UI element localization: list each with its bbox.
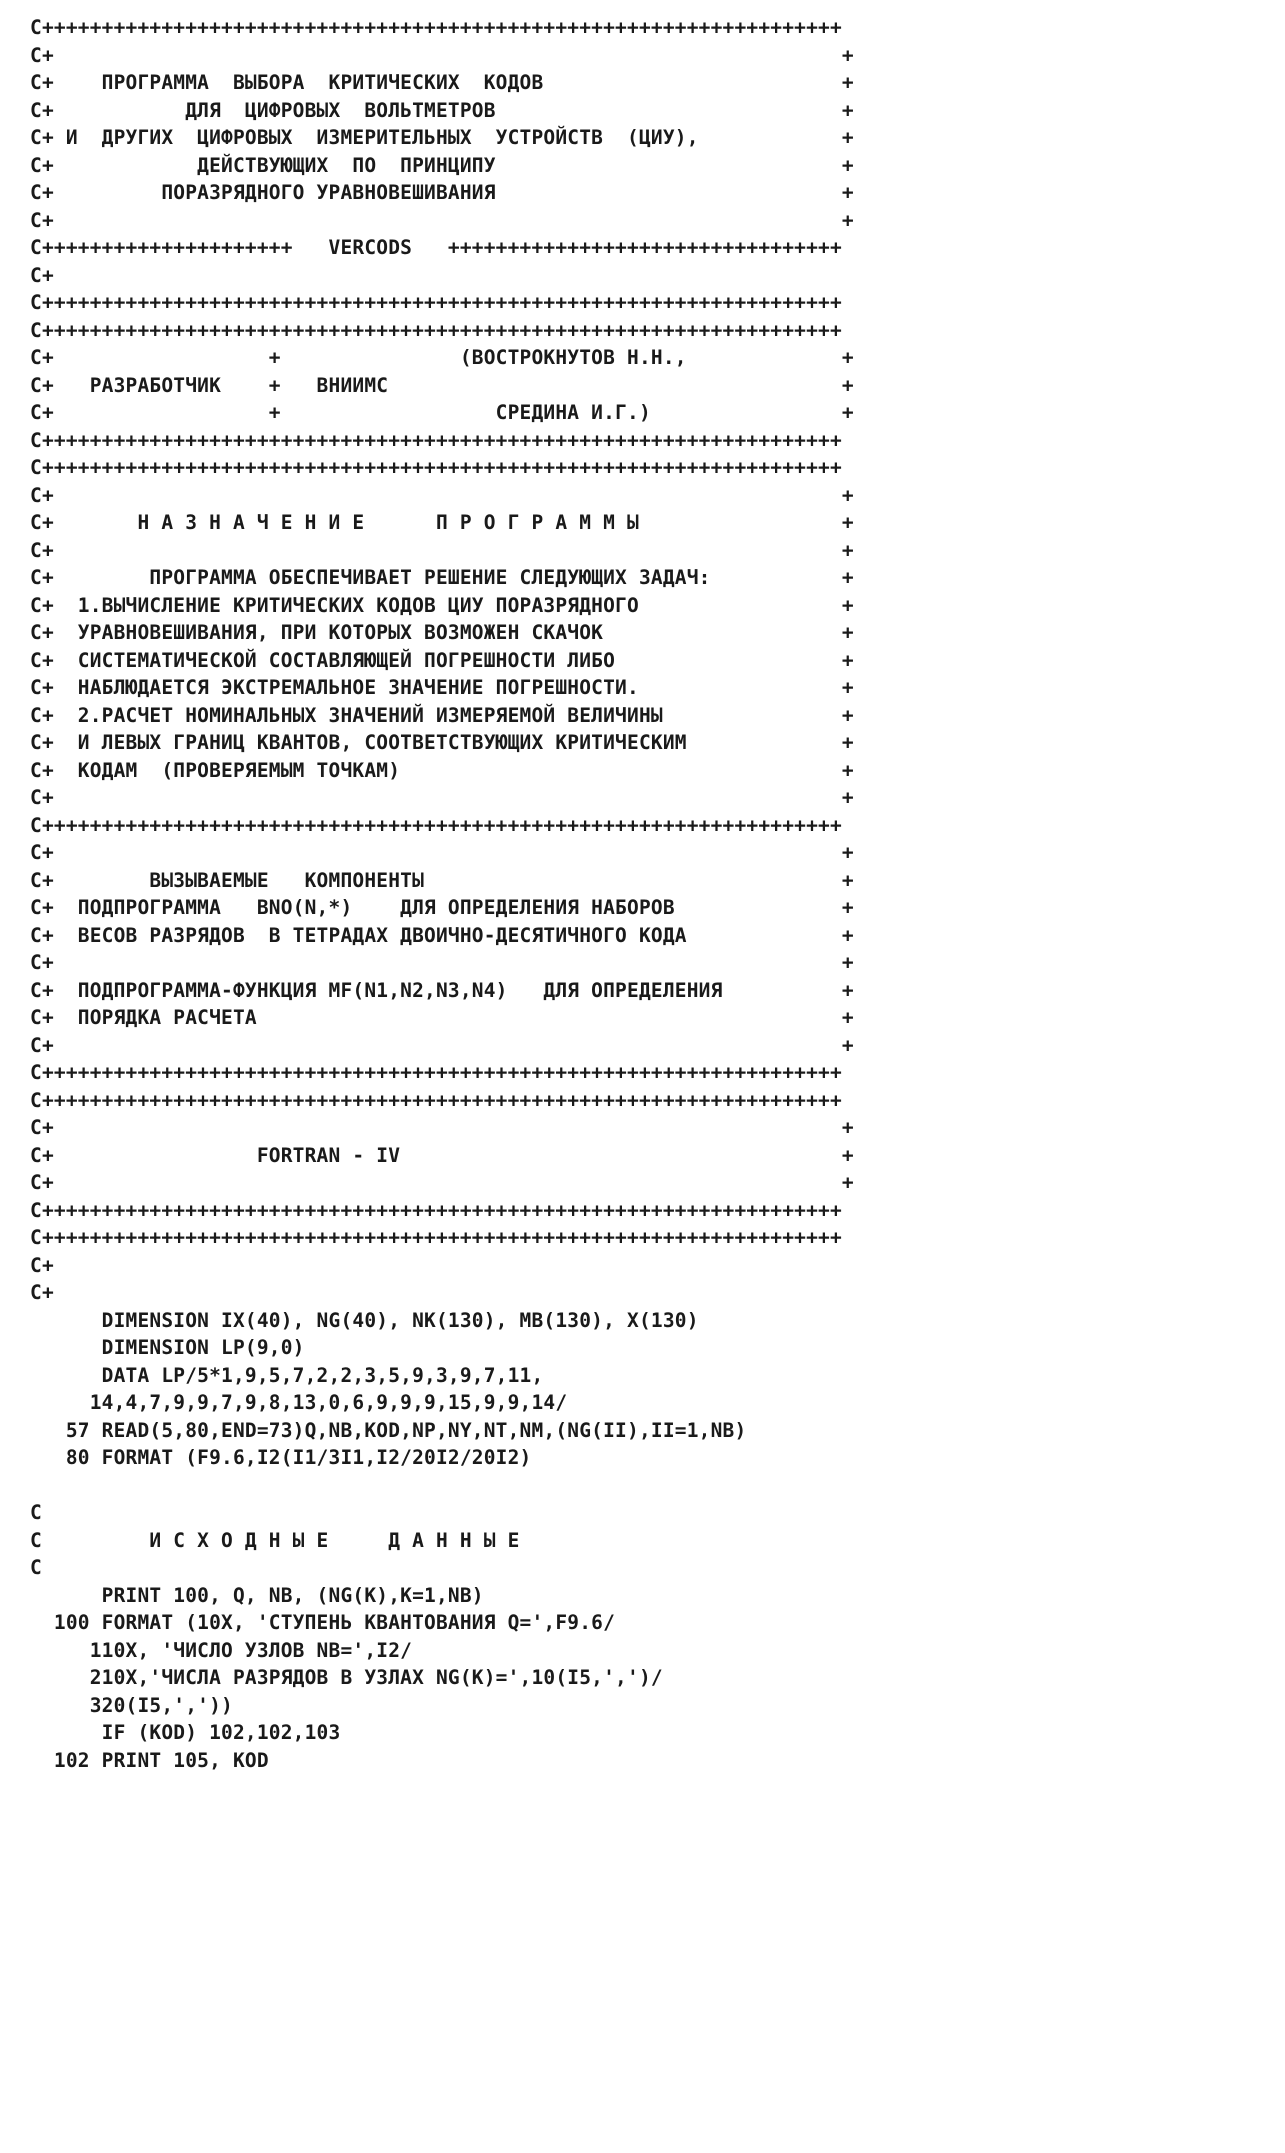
code-line: DIMENSION LP(9,0) bbox=[30, 1336, 305, 1359]
code-line bbox=[30, 1774, 1270, 1802]
code-line: C+ + bbox=[30, 841, 854, 864]
code-line: C+ + СРЕДИНА И.Г.) + bbox=[30, 401, 854, 424]
code-line: C+ 2.РАСЧЕТ НОМИНАЛЬНЫХ ЗНАЧЕНИЙ ИЗМЕРЯЕМОЙ ВЕЛИЧИНЫ + bbox=[30, 703, 854, 727]
code-line: C+ 1.ВЫЧИСЛЕНИЕ КРИТИЧЕСКИХ КОДОВ ЦИУ ПОРАЗРЯДНОГО + bbox=[30, 593, 854, 617]
code-line: C+ ПОРЯДКА РАСЧЕТА + bbox=[30, 1006, 854, 1029]
code-line: C+ И ДРУГИХ ЦИФРОВЫХ ИЗМЕРИТЕЛЬНЫХ УСТРОЙСТВ (ЦИУ), + bbox=[30, 126, 854, 149]
code-line: C+ + bbox=[30, 786, 854, 809]
code-line: C+ + bbox=[30, 951, 854, 974]
code-line: C+ FORTRAN - IV + bbox=[30, 1143, 854, 1167]
code-line: 102 PRINT 105, KOD bbox=[30, 1748, 269, 1772]
code-line: C+++++++++++++++++++++++++++++++++++++++++++++++++++++++++++++++++++ bbox=[30, 1088, 842, 1112]
code-line: C+++++++++++++++++++++++++++++++++++++++++++++++++++++++++++++++++++ bbox=[30, 1226, 842, 1249]
code-line: C+++++++++++++++++++++++++++++++++++++++++++++++++++++++++++++++++++ bbox=[30, 456, 842, 479]
code-line: C bbox=[30, 1501, 42, 1524]
code-line: C+++++++++++++++++++++++++++++++++++++++++++++++++++++++++++++++++++ bbox=[30, 318, 842, 342]
code-line: C+ НАБЛЮДАЕТСЯ ЭКСТРЕМАЛЬНОЕ ЗНАЧЕНИЕ ПОГРЕШНОСТИ. + bbox=[30, 676, 854, 699]
code-line: C bbox=[30, 1556, 42, 1579]
code-line: C+ ВЫЗЫВАЕМЫЕ КОМПОНЕНТЫ + bbox=[30, 868, 854, 892]
code-line: C+ ПОДПРОГРАММА BNO(N,*) ДЛЯ ОПРЕДЕЛЕНИЯ НАБОРОВ + bbox=[30, 896, 854, 919]
code-line: C+ УРАВНОВЕШИВАНИЯ, ПРИ КОТОРЫХ ВОЗМОЖЕН СКАЧОК + bbox=[30, 621, 854, 644]
code-line: C+ ПОРАЗРЯДНОГО УРАВНОВЕШИВАНИЯ + bbox=[30, 181, 854, 204]
code-line: PRINT 100, Q, NB, (NG(K),K=1,NB) bbox=[30, 1583, 484, 1607]
code-line bbox=[30, 1472, 1270, 1500]
code-line: C+ ПРОГРАММА ВЫБОРА КРИТИЧЕСКИХ КОДОВ + bbox=[30, 71, 854, 94]
code-line: C И С Х О Д Н Ы Е Д А Н Н Ы Е bbox=[30, 1528, 520, 1552]
code-line: C+ ДЛЯ ЦИФРОВЫХ ВОЛЬТМЕТРОВ + bbox=[30, 98, 854, 122]
code-line: C+ + bbox=[30, 483, 854, 507]
code-line: IF (KOD) 102,102,103 bbox=[30, 1721, 341, 1744]
code-line: C+ ПОДПРОГРАММА-ФУНКЦИЯ MF(N1,N2,N3,N4) ДЛЯ ОПРЕДЕЛЕНИЯ + bbox=[30, 978, 854, 1002]
code-line: 110X, 'ЧИСЛО УЗЛОВ NB=',I2/ bbox=[30, 1638, 413, 1662]
code-line: 210X,'ЧИСЛА РАЗРЯДОВ В УЗЛАХ NG(K)=',10(I5,',')/ bbox=[30, 1666, 663, 1689]
code-line: C+ ДЕЙСТВУЮЩИХ ПО ПРИНЦИПУ + bbox=[30, 153, 854, 177]
code-line: C+++++++++++++++++++++++++++++++++++++++++++++++++++++++++++++++++++ bbox=[30, 428, 842, 452]
code-line: DIMENSION IX(40), NG(40), NK(130), MB(130), X(130) bbox=[30, 1308, 699, 1332]
code-line: C+ bbox=[30, 263, 54, 287]
code-line: C+++++++++++++++++++++++++++++++++++++++++++++++++++++++++++++++++++ bbox=[30, 16, 842, 39]
code-line: C+ ПРОГРАММА ОБЕСПЕЧИВАЕТ РЕШЕНИЕ СЛЕДУЮЩИХ ЗАДАЧ: + bbox=[30, 566, 854, 589]
code-line: C+ bbox=[30, 1253, 54, 1277]
code-line: C+ РАЗРАБОТЧИК + ВНИИМС + bbox=[30, 373, 854, 397]
code-line: C+ КОДАМ (ПРОВЕРЯЕМЫМ ТОЧКАМ) + bbox=[30, 758, 854, 782]
code-line: C+ + (ВОСТРОКНУТОВ Н.Н., + bbox=[30, 346, 854, 369]
code-line: C+++++++++++++++++++++++++++++++++++++++++++++++++++++++++++++++++++ bbox=[30, 1061, 842, 1084]
code-line: 14,4,7,9,9,7,9,8,13,0,6,9,9,9,15,9,9,14/ bbox=[30, 1391, 568, 1414]
code-line: C+ СИСТЕМАТИЧЕСКОЙ СОСТАВЛЯЮЩЕЙ ПОГРЕШНОСТИ ЛИБО + bbox=[30, 648, 854, 672]
code-line: C+ + bbox=[30, 1116, 854, 1139]
code-line: C+++++++++++++++++++++ VERCODS +++++++++++++++++++++++++++++++++ bbox=[30, 236, 842, 259]
code-line: 320(I5,',')) bbox=[30, 1693, 233, 1717]
code-line: 100 FORMAT (10X, 'СТУПЕНЬ КВАНТОВАНИЯ Q=',F9.6/ bbox=[30, 1611, 616, 1634]
code-line: C+ И ЛЕВЫХ ГРАНИЦ КВАНТОВ, СООТВЕТСТВУЮЩИХ КРИТИЧЕСКИМ + bbox=[30, 731, 854, 754]
code-line: C+ ВЕСОВ РАЗРЯДОВ В ТЕТРАДАХ ДВОИЧНО-ДЕСЯТИЧНОГО КОДА + bbox=[30, 923, 854, 947]
code-line: C+ + bbox=[30, 538, 854, 562]
code-listing bbox=[30, 14, 1270, 1802]
code-line: C+ Н А З Н А Ч Е Н И Е П Р О Г Р А М М Ы + bbox=[30, 511, 854, 534]
code-line: 57 READ(5,80,END=73)Q,NB,KOD,NP,NY,NT,NM,(NG(II),II=1,NB) bbox=[30, 1418, 747, 1442]
code-line: C+ + bbox=[30, 1033, 854, 1057]
code-line: DATA LP/5*1,9,5,7,2,2,3,5,9,3,9,7,11, bbox=[30, 1363, 544, 1387]
code-line: C+ + bbox=[30, 1171, 854, 1194]
code-line: C+++++++++++++++++++++++++++++++++++++++++++++++++++++++++++++++++++ bbox=[30, 1198, 842, 1222]
code-line: C+++++++++++++++++++++++++++++++++++++++++++++++++++++++++++++++++++ bbox=[30, 813, 842, 837]
code-line: C+++++++++++++++++++++++++++++++++++++++++++++++++++++++++++++++++++ bbox=[30, 291, 842, 314]
code-line: C+ + bbox=[30, 208, 854, 232]
code-line: C+ bbox=[30, 1281, 54, 1304]
code-line: 80 FORMAT (F9.6,I2(I1/3I1,I2/20I2/20I2) bbox=[30, 1446, 532, 1469]
code-line: C+ + bbox=[30, 43, 854, 67]
